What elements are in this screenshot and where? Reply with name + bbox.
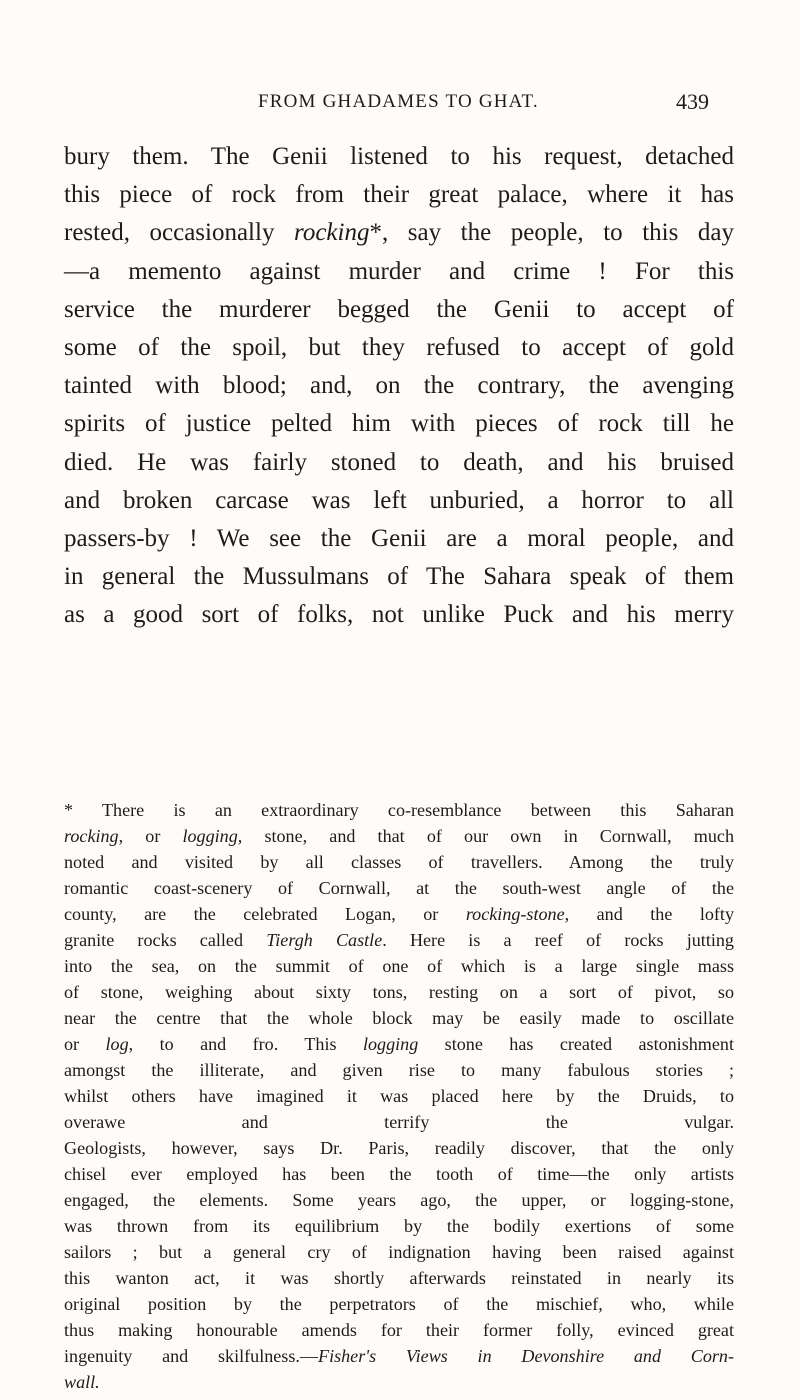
body-line: in general the Mussulmans of The Sahara speak of them (64, 563, 734, 591)
footnote-line: * There is an extraordinary co-resemblance between this Saharan (64, 800, 734, 820)
footnote-line: wall. (64, 1372, 100, 1392)
page-number: 439 (676, 89, 709, 114)
footnote-line: of stone, weighing about sixty tons, resting on a sort of pivot, so (64, 982, 734, 1002)
body-text (64, 138, 734, 634)
footnote-line: whilst others have imagined it was placed here by the Druids, to (64, 1086, 734, 1106)
body-line: some of the spoil, but they refused to accept of gold (64, 333, 734, 361)
body-line: tainted with blood; and, on the contrary, the avenging (64, 372, 734, 400)
footnote-line: overawe and terrify the vulgar. (64, 1112, 734, 1132)
footnote-line: ingenuity and skilfulness.—Fisher's Views in Devonshire and Corn- (64, 1346, 735, 1366)
footnote-line: county, are the celebrated Logan, or rocking-stone, and the lofty (64, 904, 735, 924)
footnote-line: original position by the perpetrators of the mischief, who, while (64, 1294, 734, 1314)
footnote-line: noted and visited by all classes of travellers. Among the truly (64, 852, 734, 872)
footnote (64, 797, 734, 1395)
body-line: and broken carcase was left unburied, a horror to all (64, 486, 734, 514)
footnote-line: amongst the illiterate, and given rise to many fabulous stories ; (64, 1060, 734, 1080)
body-line: died. He was fairly stoned to death, and his bruised (64, 448, 734, 476)
footnote-line: near the centre that the whole block may be easily made to oscillate (64, 1008, 734, 1028)
footnote-line: sailors ; but a general cry of indignation having been raised against (64, 1242, 734, 1262)
footnote-line: rocking, or logging, stone, and that of our own in Cornwall, much (64, 826, 734, 846)
footnote-line: was thrown from its equilibrium by the bodily exertions of some (64, 1216, 734, 1236)
body-line: rested, occasionally rocking*, say the people, to this day (64, 219, 734, 247)
footnote-line: Geologists, however, says Dr. Paris, readily discover, that the only (64, 1138, 734, 1158)
footnote-line: romantic coast-scenery of Cornwall, at the south-west angle of the (64, 878, 734, 898)
body-line: —a memento against murder and crime ! For this (64, 257, 734, 285)
footnote-line: or log, to and fro. This logging stone has created astonishment (64, 1034, 734, 1054)
footnote-line: this wanton act, it was shortly afterwards reinstated in nearly its (64, 1268, 734, 1288)
footnote-line: into the sea, on the summit of one of which is a large single mass (64, 956, 734, 976)
footnote-line: engaged, the elements. Some years ago, the upper, or logging-stone, (64, 1190, 734, 1210)
body-line: this piece of rock from their great palace, where it has (64, 181, 734, 209)
running-head (0, 88, 800, 116)
body-line: service the murderer begged the Genii to accept of (64, 295, 734, 323)
running-title: FROM GHADAMES TO GHAT. (258, 91, 539, 112)
body-line: spirits of justice pelted him with pieces of rock till he (64, 410, 734, 438)
body-line: as a good sort of folks, not unlike Puck and his merry (64, 601, 734, 629)
footnote-line: chisel ever employed has been the tooth of time—the only artists (64, 1164, 734, 1184)
body-line: bury them. The Genii listened to his request, detached (64, 143, 734, 170)
body-line: passers-by ! We see the Genii are a moral people, and (64, 524, 734, 552)
footnote-line: thus making honourable amends for their former folly, evinced great (64, 1320, 734, 1340)
footnote-line: granite rocks called Tiergh Castle. Here is a reef of rocks jutting (64, 930, 734, 950)
